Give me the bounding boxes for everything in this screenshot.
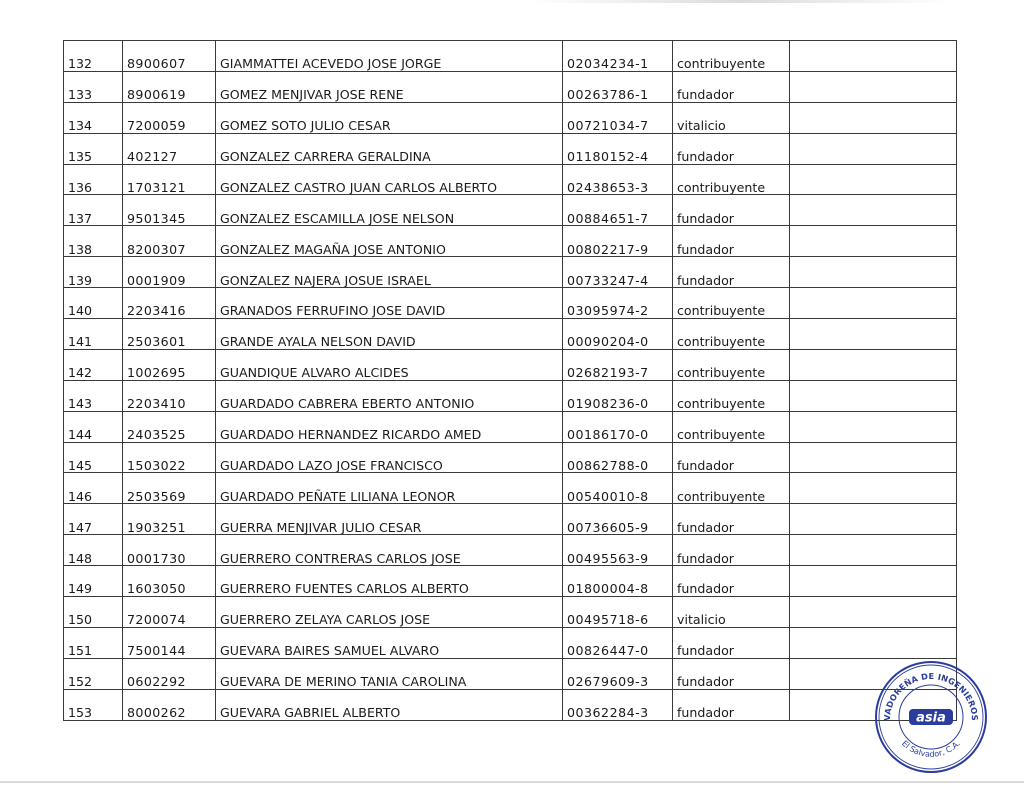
member-type-cell: fundador	[673, 257, 790, 288]
empty-cell	[790, 411, 957, 442]
member-type-cell: fundador	[673, 689, 790, 720]
empty-cell	[790, 133, 957, 164]
member-nit-cell: 02034234-1	[563, 41, 673, 72]
empty-cell	[790, 226, 957, 257]
member-name-cell: GUARDADO CABRERA EBERTO ANTONIO	[216, 380, 563, 411]
empty-cell	[790, 41, 957, 72]
member-type-cell: contribuyente	[673, 288, 790, 319]
member-number-cell: 148	[64, 535, 123, 566]
empty-cell	[790, 535, 957, 566]
table-row	[64, 319, 957, 350]
member-type-cell: contribuyente	[673, 473, 790, 504]
member-type-cell: vitalicio	[673, 102, 790, 133]
member-code-cell: 8900607	[123, 41, 216, 72]
member-code-cell: 9501345	[123, 195, 216, 226]
empty-cell	[790, 164, 957, 195]
empty-cell	[790, 288, 957, 319]
table-row	[64, 535, 957, 566]
member-code-cell: 402127	[123, 133, 216, 164]
member-code-cell: 2503569	[123, 473, 216, 504]
member-code-cell: 8200307	[123, 226, 216, 257]
member-name-cell: GIAMMATTEI ACEVEDO JOSE JORGE	[216, 41, 563, 72]
member-nit-cell: 03095974-2	[563, 288, 673, 319]
member-number-cell: 132	[64, 41, 123, 72]
member-type-cell: contribuyente	[673, 380, 790, 411]
member-name-cell: GUARDADO PEÑATE LILIANA LEONOR	[216, 473, 563, 504]
member-number-cell: 151	[64, 627, 123, 658]
member-nit-cell: 00495718-6	[563, 597, 673, 628]
member-type-cell: fundador	[673, 226, 790, 257]
svg-text:ASOCIACION SALVADOREÑA DE INGE: VADOREÑA DE INGENIEROS	[881, 670, 981, 722]
member-code-cell: 0001730	[123, 535, 216, 566]
member-number-cell: 153	[64, 689, 123, 720]
empty-cell	[790, 349, 957, 380]
member-name-cell: GOMEZ MENJIVAR JOSE RENE	[216, 71, 563, 102]
member-number-cell: 152	[64, 658, 123, 689]
member-code-cell: 7500144	[123, 627, 216, 658]
member-nit-cell: 00733247-4	[563, 257, 673, 288]
member-name-cell: GONZALEZ NAJERA JOSUE ISRAEL	[216, 257, 563, 288]
member-type-cell: vitalicio	[673, 597, 790, 628]
table-row	[64, 566, 957, 597]
member-name-cell: GONZALEZ ESCAMILLA JOSE NELSON	[216, 195, 563, 226]
member-nit-cell: 02679609-3	[563, 658, 673, 689]
svg-text:asia: asia	[916, 710, 946, 726]
member-type-cell: contribuyente	[673, 164, 790, 195]
member-name-cell: GUEVARA BAIRES SAMUEL ALVARO	[216, 627, 563, 658]
member-number-cell: 139	[64, 257, 123, 288]
svg-text:El Salvador, C.A.: El Salvador, C.A.	[900, 738, 962, 759]
member-number-cell: 146	[64, 473, 123, 504]
member-nit-cell: 00826447-0	[563, 627, 673, 658]
member-rows	[64, 41, 957, 721]
member-name-cell: GONZALEZ CARRERA GERALDINA	[216, 133, 563, 164]
empty-cell	[790, 71, 957, 102]
empty-cell	[790, 257, 957, 288]
member-name-cell: GUERRERO ZELAYA CARLOS JOSE	[216, 597, 563, 628]
member-type-cell: fundador	[673, 195, 790, 226]
member-name-cell: GONZALEZ CASTRO JUAN CARLOS ALBERTO	[216, 164, 563, 195]
empty-cell	[790, 473, 957, 504]
table-row	[64, 226, 957, 257]
member-name-cell: GUERRA MENJIVAR JULIO CESAR	[216, 504, 563, 535]
member-type-cell: fundador	[673, 71, 790, 102]
member-type-cell: contribuyente	[673, 411, 790, 442]
table-row	[64, 164, 957, 195]
scan-edge-top	[530, 0, 950, 3]
member-number-cell: 140	[64, 288, 123, 319]
member-code-cell: 8900619	[123, 71, 216, 102]
member-number-cell: 138	[64, 226, 123, 257]
empty-cell	[790, 319, 957, 350]
empty-cell	[790, 102, 957, 133]
empty-cell	[790, 195, 957, 226]
member-code-cell: 2203416	[123, 288, 216, 319]
member-name-cell: GUERRERO CONTRERAS CARLOS JOSE	[216, 535, 563, 566]
member-number-cell: 147	[64, 504, 123, 535]
table-row	[64, 133, 957, 164]
member-code-cell: 8000262	[123, 689, 216, 720]
member-nit-cell: 00090204-0	[563, 319, 673, 350]
member-code-cell: 1603050	[123, 566, 216, 597]
member-nit-cell: 00884651-7	[563, 195, 673, 226]
table-row	[64, 195, 957, 226]
member-type-cell: contribuyente	[673, 319, 790, 350]
member-number-cell: 136	[64, 164, 123, 195]
member-name-cell: GUEVARA GABRIEL ALBERTO	[216, 689, 563, 720]
member-nit-cell: 00540010-8	[563, 473, 673, 504]
member-name-cell: GUERRERO FUENTES CARLOS ALBERTO	[216, 566, 563, 597]
member-type-cell: fundador	[673, 442, 790, 473]
member-code-cell: 1503022	[123, 442, 216, 473]
table-row	[64, 658, 957, 689]
member-name-cell: GRANDE AYALA NELSON DAVID	[216, 319, 563, 350]
empty-cell	[790, 504, 957, 535]
empty-cell	[790, 380, 957, 411]
member-code-cell: 2203410	[123, 380, 216, 411]
scan-edge-bottom	[0, 781, 1024, 783]
member-nit-cell: 02438653-3	[563, 164, 673, 195]
member-code-cell: 0001909	[123, 257, 216, 288]
member-number-cell: 133	[64, 71, 123, 102]
table-row	[64, 380, 957, 411]
member-number-cell: 135	[64, 133, 123, 164]
table-row	[64, 442, 957, 473]
member-number-cell: 150	[64, 597, 123, 628]
member-code-cell: 1903251	[123, 504, 216, 535]
member-name-cell: GUARDADO HERNANDEZ RICARDO AMED	[216, 411, 563, 442]
member-type-cell: contribuyente	[673, 349, 790, 380]
table-row	[64, 349, 957, 380]
asia-seal-stamp	[872, 658, 990, 776]
member-name-cell: GRANADOS FERRUFINO JOSE DAVID	[216, 288, 563, 319]
member-number-cell: 141	[64, 319, 123, 350]
member-nit-cell: 00802217-9	[563, 226, 673, 257]
member-number-cell: 144	[64, 411, 123, 442]
member-name-cell: GUANDIQUE ALVARO ALCIDES	[216, 349, 563, 380]
member-name-cell: GUEVARA DE MERINO TANIA CAROLINA	[216, 658, 563, 689]
member-type-cell: fundador	[673, 133, 790, 164]
member-name-cell: GOMEZ SOTO JULIO CESAR	[216, 102, 563, 133]
table-row	[64, 102, 957, 133]
table-row	[64, 411, 957, 442]
member-name-cell: GUARDADO LAZO JOSE FRANCISCO	[216, 442, 563, 473]
table-row	[64, 627, 957, 658]
member-number-cell: 143	[64, 380, 123, 411]
member-nit-cell: 00263786-1	[563, 71, 673, 102]
table-row	[64, 257, 957, 288]
member-number-cell: 145	[64, 442, 123, 473]
member-nit-cell: 01908236-0	[563, 380, 673, 411]
member-code-cell: 2403525	[123, 411, 216, 442]
empty-cell	[790, 566, 957, 597]
table-row	[64, 473, 957, 504]
member-nit-cell: 00495563-9	[563, 535, 673, 566]
member-nit-cell: 02682193-7	[563, 349, 673, 380]
table-row	[64, 597, 957, 628]
member-type-cell: fundador	[673, 658, 790, 689]
empty-cell	[790, 597, 957, 628]
member-code-cell: 2503601	[123, 319, 216, 350]
table-row	[64, 71, 957, 102]
member-type-cell: fundador	[673, 627, 790, 658]
member-nit-cell: 00736605-9	[563, 504, 673, 535]
member-nit-cell: 01180152-4	[563, 133, 673, 164]
member-table	[63, 40, 957, 721]
empty-cell	[790, 442, 957, 473]
member-code-cell: 7200059	[123, 102, 216, 133]
member-code-cell: 0602292	[123, 658, 216, 689]
member-nit-cell: 00186170-0	[563, 411, 673, 442]
table-row	[64, 689, 957, 720]
member-name-cell: GONZALEZ MAGAÑA JOSE ANTONIO	[216, 226, 563, 257]
member-type-cell: fundador	[673, 566, 790, 597]
member-type-cell: contribuyente	[673, 41, 790, 72]
table-row	[64, 288, 957, 319]
member-number-cell: 134	[64, 102, 123, 133]
member-number-cell: 142	[64, 349, 123, 380]
member-code-cell: 1703121	[123, 164, 216, 195]
member-code-cell: 7200074	[123, 597, 216, 628]
member-number-cell: 149	[64, 566, 123, 597]
table-row	[64, 41, 957, 72]
member-number-cell: 137	[64, 195, 123, 226]
member-nit-cell: 00862788-0	[563, 442, 673, 473]
member-nit-cell: 00721034-7	[563, 102, 673, 133]
member-code-cell: 1002695	[123, 349, 216, 380]
member-type-cell: fundador	[673, 535, 790, 566]
empty-cell	[790, 627, 957, 658]
member-nit-cell: 00362284-3	[563, 689, 673, 720]
seal-graphic	[872, 658, 990, 776]
member-nit-cell: 01800004-8	[563, 566, 673, 597]
member-type-cell: fundador	[673, 504, 790, 535]
table-row	[64, 504, 957, 535]
